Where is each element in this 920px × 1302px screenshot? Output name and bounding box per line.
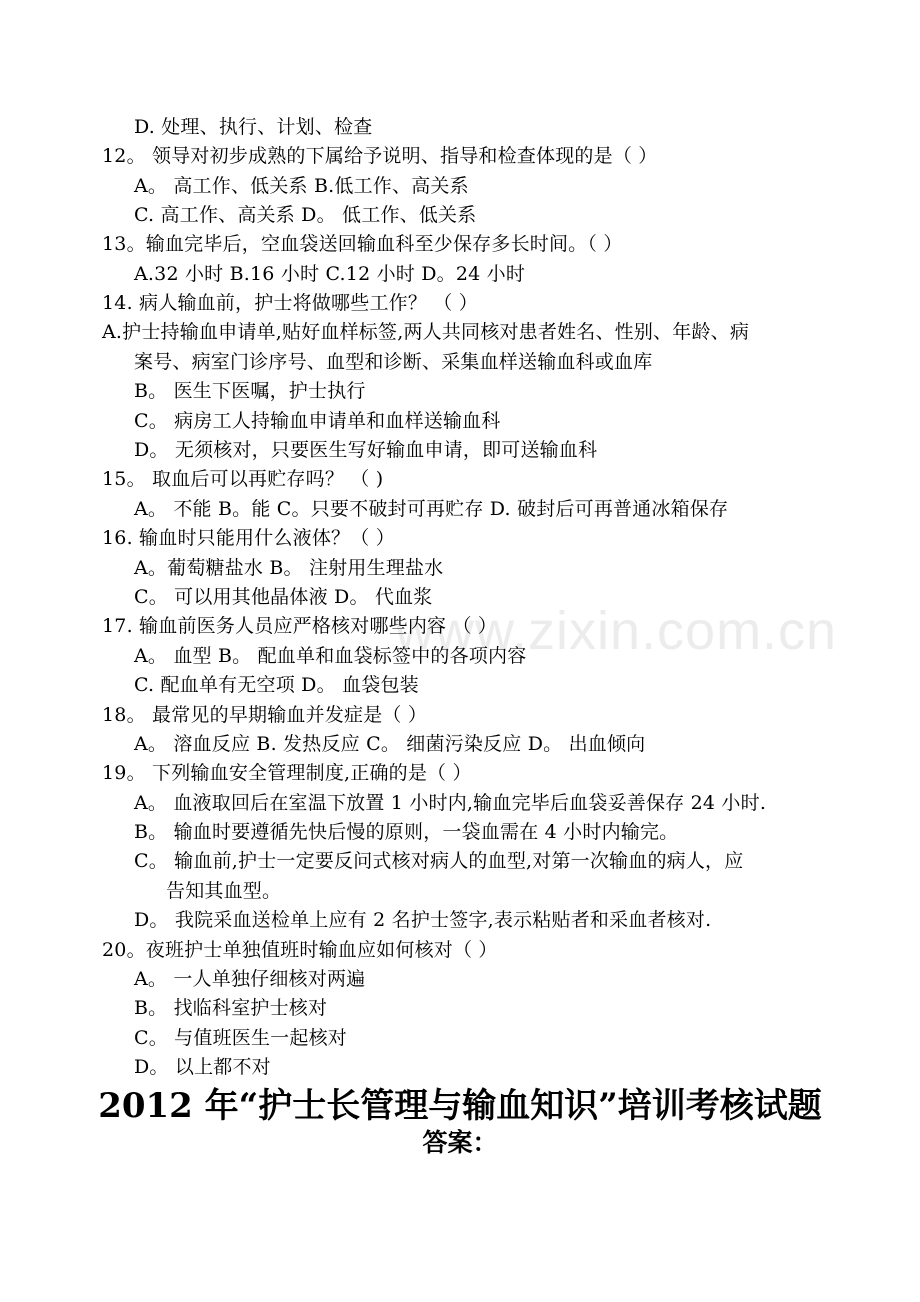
question-19: 19。 下列输血安全管理制度,正确的是（ ）	[102, 762, 472, 784]
q12-options-cd: C. 高工作、高关系 D。 低工作、低关系	[134, 204, 477, 226]
answers-heading: 答案：	[422, 1128, 498, 1157]
q19-option-c-line1: C。 输血前,护士一定要反问式核对病人的血型,对第一次输血的病人，应	[134, 850, 744, 872]
q20-option-b: B。 找临科室护士核对	[134, 997, 328, 1019]
q14-option-b: B。 医生下医嘱，护士执行	[134, 380, 366, 402]
q18-options: A。 溶血反应 B. 发热反应 C。 细菌污染反应 D。 出血倾向	[134, 733, 646, 755]
q14-option-a-line2: 案号、病室门诊序号、血型和诊断、采集血样送输血科或血库	[134, 351, 653, 373]
q19-option-c-line2: 告知其血型。	[166, 880, 282, 902]
exam-title: 2012 年“护士长管理与输血知识”培训考核试题	[98, 1086, 822, 1126]
question-17: 17. 输血前医务人员应严格核对哪些内容 （ ）	[102, 615, 498, 637]
q20-option-d: D。 以上都不对	[134, 1056, 271, 1078]
question-16: 16. 输血时只能用什么液体？（ ）	[102, 527, 395, 549]
q16-options-cd: C。 可以用其他晶体液 D。 代血浆	[134, 586, 433, 608]
q16-options-ab: A。葡萄糖盐水 B。 注射用生理盐水	[134, 557, 444, 579]
q20-option-a: A。 一人单独仔细核对两遍	[134, 968, 366, 990]
q12-options-ab: A。 高工作、低关系 B.低工作、高关系	[134, 175, 469, 197]
question-13: 13。输血完毕后，空血袋送回输血科至少保存多长时间。（ ）	[102, 233, 623, 255]
q19-option-d: D。 我院采血送检单上应有 2 名护士签字,表示粘贴者和采血者核对.	[134, 909, 712, 931]
question-20: 20。夜班护士单独值班时输血应如何核对（ ）	[102, 939, 498, 961]
q19-option-b: B。 输血时要遵循先快后慢的原则，一袋血需在 4 小时内输完。	[134, 821, 679, 843]
q20-option-c: C。 与值班医生一起核对	[134, 1027, 347, 1049]
q11-option-d: D. 处理、执行、计划、检查	[134, 116, 373, 138]
q14-option-d: D。 无须核对，只要医生写好输血申请，即可送输血科	[134, 439, 598, 461]
q15-options: A。 不能 B。能 C。只要不破封可再贮存 D. 破封后可再普通冰箱保存	[134, 498, 729, 520]
watermark: www.zixin.com.cn	[395, 601, 838, 661]
question-12: 12。 领导对初步成熟的下属给予说明、指导和检查体现的是（ ）	[102, 145, 658, 167]
question-18: 18。 最常见的早期输血并发症是（ ）	[102, 704, 428, 726]
question-15: 15。 取血后可以再贮存吗？ （ )	[102, 468, 384, 490]
q19-option-a: A。 血液取回后在室温下放置 1 小时内,输血完毕后血袋妥善保存 24 小时.	[134, 792, 767, 814]
q13-options: A.32 小时 B.16 小时 C.12 小时 D。24 小时	[134, 263, 526, 285]
q14-option-c: C。 病房工人持输血申请单和血样送输血科	[134, 410, 501, 432]
question-14: 14. 病人输血前，护士将做哪些工作？ （ ）	[102, 292, 478, 314]
q17-options-ab: A。 血型 B。 配血单和血袋标签中的各项内容	[134, 645, 527, 667]
q14-option-a-line1: A.护士持输血申请单,贴好血样标签,两人共同核对患者姓名、性别、年龄、病	[102, 321, 750, 343]
q17-options-cd: C. 配血单有无空项 D。 血袋包装	[134, 674, 419, 696]
